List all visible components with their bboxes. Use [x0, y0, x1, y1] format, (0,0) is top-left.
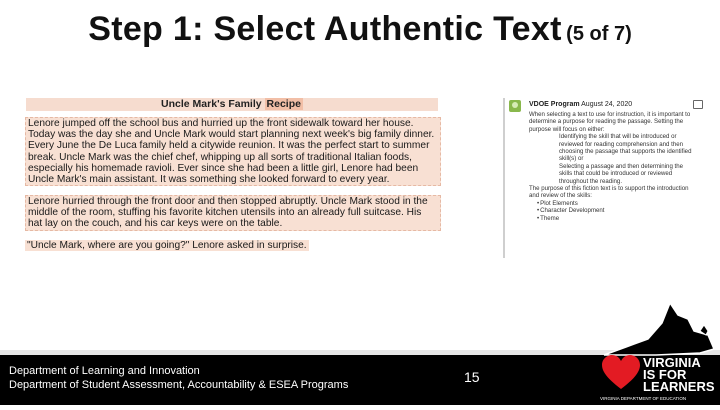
- skill-item: • Character Development: [537, 207, 694, 214]
- skill-item: • Theme: [537, 215, 694, 222]
- skill-item: • Plot Elements: [537, 200, 694, 207]
- comment-body: [529, 111, 694, 222]
- logo-wordmark: [643, 357, 715, 393]
- slide-title-sub: (5 of 7): [566, 23, 632, 45]
- logo-line-3: LEARNERS: [643, 379, 715, 394]
- virginia-is-for-learners-logo: [596, 295, 720, 405]
- paragraph-1: Lenore jumped off the school bus and hurried up the front sidewalk toward her house. Today was the day she and Uncle Mark would start planning next week's big family dinner. Every June the De Luca family held a citywide reunion. It was the perfect start to summer break. Uncle Mark was the chief chef, whipping up all sorts of traditional Italian foods, especially his homemade ravioli. Ever since she had been a little girl, Lenore had been Uncle Mark's main assistant. It was something she looked forward to every year.: [25, 117, 441, 186]
- skills-list: [529, 200, 694, 222]
- comment-date: August 24, 2020: [581, 101, 633, 108]
- review-comment: [503, 98, 705, 258]
- comment-reply-icon[interactable]: [693, 100, 703, 109]
- footer-line-2: Department of Student Assessment, Accountability & ESEA Programs: [9, 379, 349, 391]
- logo-department: VIRGINIA DEPARTMENT OF EDUCATION: [600, 396, 687, 401]
- comment-text-2: Identifying the skill that will be introduced or reviewed for reading comprehension and then choosing the passage that supports the identified skill(s) or: [559, 133, 692, 163]
- document-title-highlight: Recipe: [266, 98, 301, 110]
- page-number: 15: [464, 369, 480, 385]
- footer-departments: [9, 364, 348, 392]
- paragraph-2: Lenore hurried through the front door and then stopped abruptly. Uncle Mark stood in the middle of the room, stuffing his favorite kitchen utensils into an already full suitcase. His hat lay on the couch, and his car keys were on the table.: [25, 195, 441, 231]
- comment-text-1: When selecting a text to use for instruction, it is important to determine a purpose for reading the passage. Setting the purpose will focus on either:: [529, 111, 691, 133]
- paragraph-3: "Uncle Mark, where are you going?" Lenore asked in surprise.: [27, 240, 307, 251]
- comment-text-3: Selecting a passage and then determining the skills that could be introduced or reviewed throughout the reading.: [559, 162, 683, 185]
- logo-line-2: IS FOR: [643, 367, 687, 382]
- comment-author: VDOE Program: [529, 101, 580, 108]
- slide-title: [0, 10, 720, 49]
- logo-line-1: VIRGINIA: [643, 355, 701, 370]
- document-title: [26, 98, 438, 111]
- document-title-text: Uncle Mark's Family: [161, 98, 262, 110]
- footer-line-1: Department of Learning and Innovation: [9, 365, 200, 377]
- comment-text-4: The purpose of this fiction text is to support the introduction and review of the skills:: [529, 185, 689, 200]
- commenter-avatar-icon: [509, 100, 521, 112]
- slide-title-main: Step 1: Select Authentic Text: [88, 10, 562, 48]
- document-excerpt: [22, 98, 442, 258]
- heart-icon: [602, 355, 640, 391]
- comment-header: [529, 101, 632, 108]
